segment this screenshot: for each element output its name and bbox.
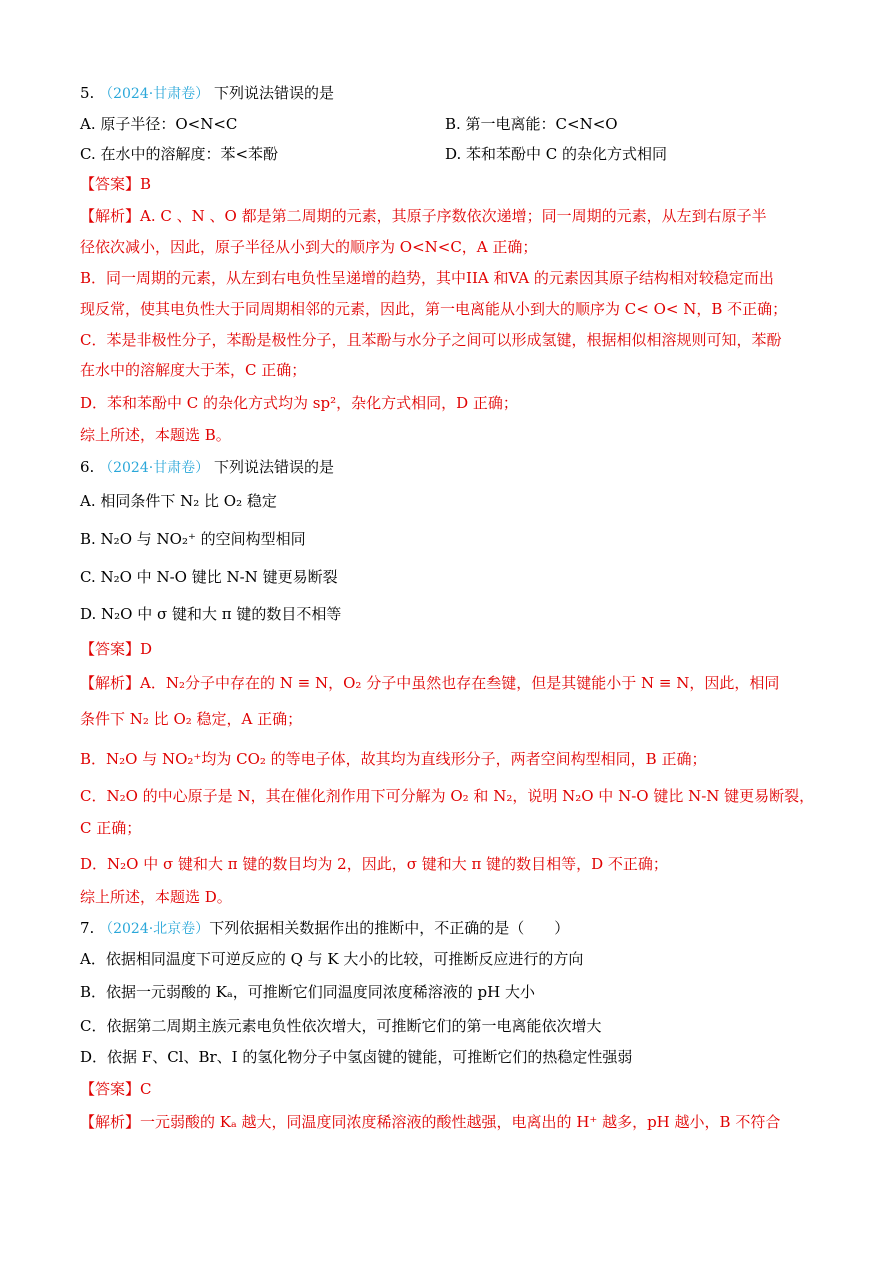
q6-option-d: D. N₂O 中 σ 键和大 π 键的数目不相等 bbox=[80, 605, 342, 623]
q6-analysis-line bbox=[80, 672, 779, 694]
q5-options-row1 bbox=[80, 113, 618, 135]
q6-analysis-line: D．N₂O 中 σ 键和大 π 键的数目均为 2，因此，σ 键和大 π 键的数目相等，D 不正确； bbox=[80, 855, 668, 873]
q7-answer bbox=[80, 1078, 152, 1100]
q6-source: （2024·甘肃卷） bbox=[99, 460, 210, 476]
q5-analysis-line: B．同一周期的元素，从左到右电负性呈递增的趋势，其中IIA 和VA 的元素因其原子结构相对较稳定而出 bbox=[80, 269, 774, 287]
q6-option-c: C. N₂O 中 N-O 键比 N-N 键更易断裂 bbox=[80, 568, 338, 586]
q5-answer bbox=[80, 173, 151, 195]
q6-analysis-line: B．N₂O 与 NO₂⁺均为 CO₂ 的等电子体，故其均为直线形分子，两者空间构型相同，B 正确； bbox=[80, 750, 707, 768]
q6-analysis-text: A．N₂分子中存在的 N ≡ N，O₂ 分子中虽然也存在叁键，但是其键能小于 N ≡ N，因此，相同 bbox=[140, 674, 780, 692]
q6-stem-line bbox=[80, 456, 334, 479]
q6-number: 6. bbox=[80, 458, 95, 476]
q5-analysis-line: C．苯是非极性分子，苯酚是极性分子，且苯酚与水分子之间可以形成氢键，根据相似相溶规则可知，苯酚 bbox=[80, 331, 782, 349]
q5-analysis-line bbox=[80, 205, 767, 227]
q5-analysis-line: 在水中的溶解度大于苯，C 正确； bbox=[80, 361, 307, 379]
q5-option-a: A. 原子半径：O<N<C bbox=[80, 115, 238, 133]
q6-summary-line: 综上所述，本题选 D。 bbox=[80, 888, 232, 906]
q6-answer bbox=[80, 638, 152, 660]
q6-stem: 下列说法错误的是 bbox=[213, 458, 334, 476]
q7-analysis-line bbox=[80, 1111, 780, 1133]
q5-answer-value: B bbox=[140, 175, 152, 193]
q5-option-d: D. 苯和苯酚中 C 的杂化方式相同 bbox=[445, 145, 668, 163]
q7-source: （2024·北京卷） bbox=[99, 921, 210, 937]
q7-option-d: D．依据 F、Cl、Br、I 的氢化物分子中氢卤键的键能，可推断它们的热稳定性强弱 bbox=[80, 1048, 633, 1066]
q7-option-c: C．依据第二周期主族元素电负性依次增大，可推断它们的第一电离能依次增大 bbox=[80, 1017, 602, 1035]
q5-stem-line bbox=[80, 82, 334, 105]
q5-option-c: C. 在水中的溶解度：苯<苯酚 bbox=[80, 145, 279, 163]
q5-number: 5. bbox=[80, 84, 95, 102]
q5-summary-line: 综上所述，本题选 B。 bbox=[80, 426, 231, 444]
q7-option-a: A．依据相同温度下可逆反应的 Q 与 K 大小的比较，可推断反应进行的方向 bbox=[80, 950, 584, 968]
q6-analysis-tag: 【解析】 bbox=[80, 674, 141, 692]
q5-analysis-tag: 【解析】 bbox=[80, 207, 141, 225]
q7-analysis-tag: 【解析】 bbox=[80, 1113, 141, 1131]
q6-analysis-line: 条件下 N₂ 比 O₂ 稳定，A 正确； bbox=[80, 710, 303, 728]
q6-analysis-line: C．N₂O 的中心原子是 N，其在催化剂作用下可分解为 O₂ 和 N₂，说明 N₂O 中 N-O 键比 N-N 键更易断裂， bbox=[80, 787, 815, 805]
q5-answer-tag: 【答案】 bbox=[80, 175, 141, 193]
q5-option-b: B. 第一电离能：C<N<O bbox=[445, 115, 618, 133]
q7-answer-tag: 【答案】 bbox=[80, 1080, 141, 1098]
q6-option-b: B. N₂O 与 NO₂⁺ 的空间构型相同 bbox=[80, 530, 306, 548]
q7-answer-value: C bbox=[140, 1080, 152, 1098]
q7-option-b: B．依据一元弱酸的 Kₐ，可推断它们同温度同浓度稀溶液的 pH 大小 bbox=[80, 983, 536, 1001]
q6-option-a: A. 相同条件下 N₂ 比 O₂ 稳定 bbox=[80, 492, 277, 510]
q5-analysis-line: 现反常，使其电负性大于同周期相邻的元素，因此，第一电离能从小到大的顺序为 C< O< N，B 不正确； bbox=[80, 300, 788, 318]
q7-stem: 下列依据相关数据作出的推断中，不正确的是（ ） bbox=[209, 919, 570, 937]
q6-answer-tag: 【答案】 bbox=[80, 640, 141, 658]
q7-analysis-text: 一元弱酸的 Kₐ 越大，同温度同浓度稀溶液的酸性越强，电离出的 H⁺ 越多，pH 越小，B 不符合 bbox=[140, 1113, 781, 1131]
q5-analysis-line: D．苯和苯酚中 C 的杂化方式均为 sp²，杂化方式相同，D 正确； bbox=[80, 394, 518, 412]
q5-options-row2 bbox=[80, 143, 668, 165]
q7-stem-line bbox=[80, 917, 569, 940]
q5-analysis-line: 径依次减小，因此，原子半径从小到大的顺序为 O<N<C，A 正确； bbox=[80, 238, 538, 256]
q5-source: （2024·甘肃卷） bbox=[99, 86, 210, 102]
q7-number: 7. bbox=[80, 919, 95, 937]
q6-answer-value: D bbox=[140, 640, 153, 658]
q5-stem: 下列说法错误的是 bbox=[213, 84, 334, 102]
q5-analysis-text: A. C 、N 、O 都是第二周期的元素，其原子序数依次递增；同一周期的元素，从左到右原子半 bbox=[140, 207, 767, 225]
q6-analysis-line: C 正确； bbox=[80, 819, 142, 837]
